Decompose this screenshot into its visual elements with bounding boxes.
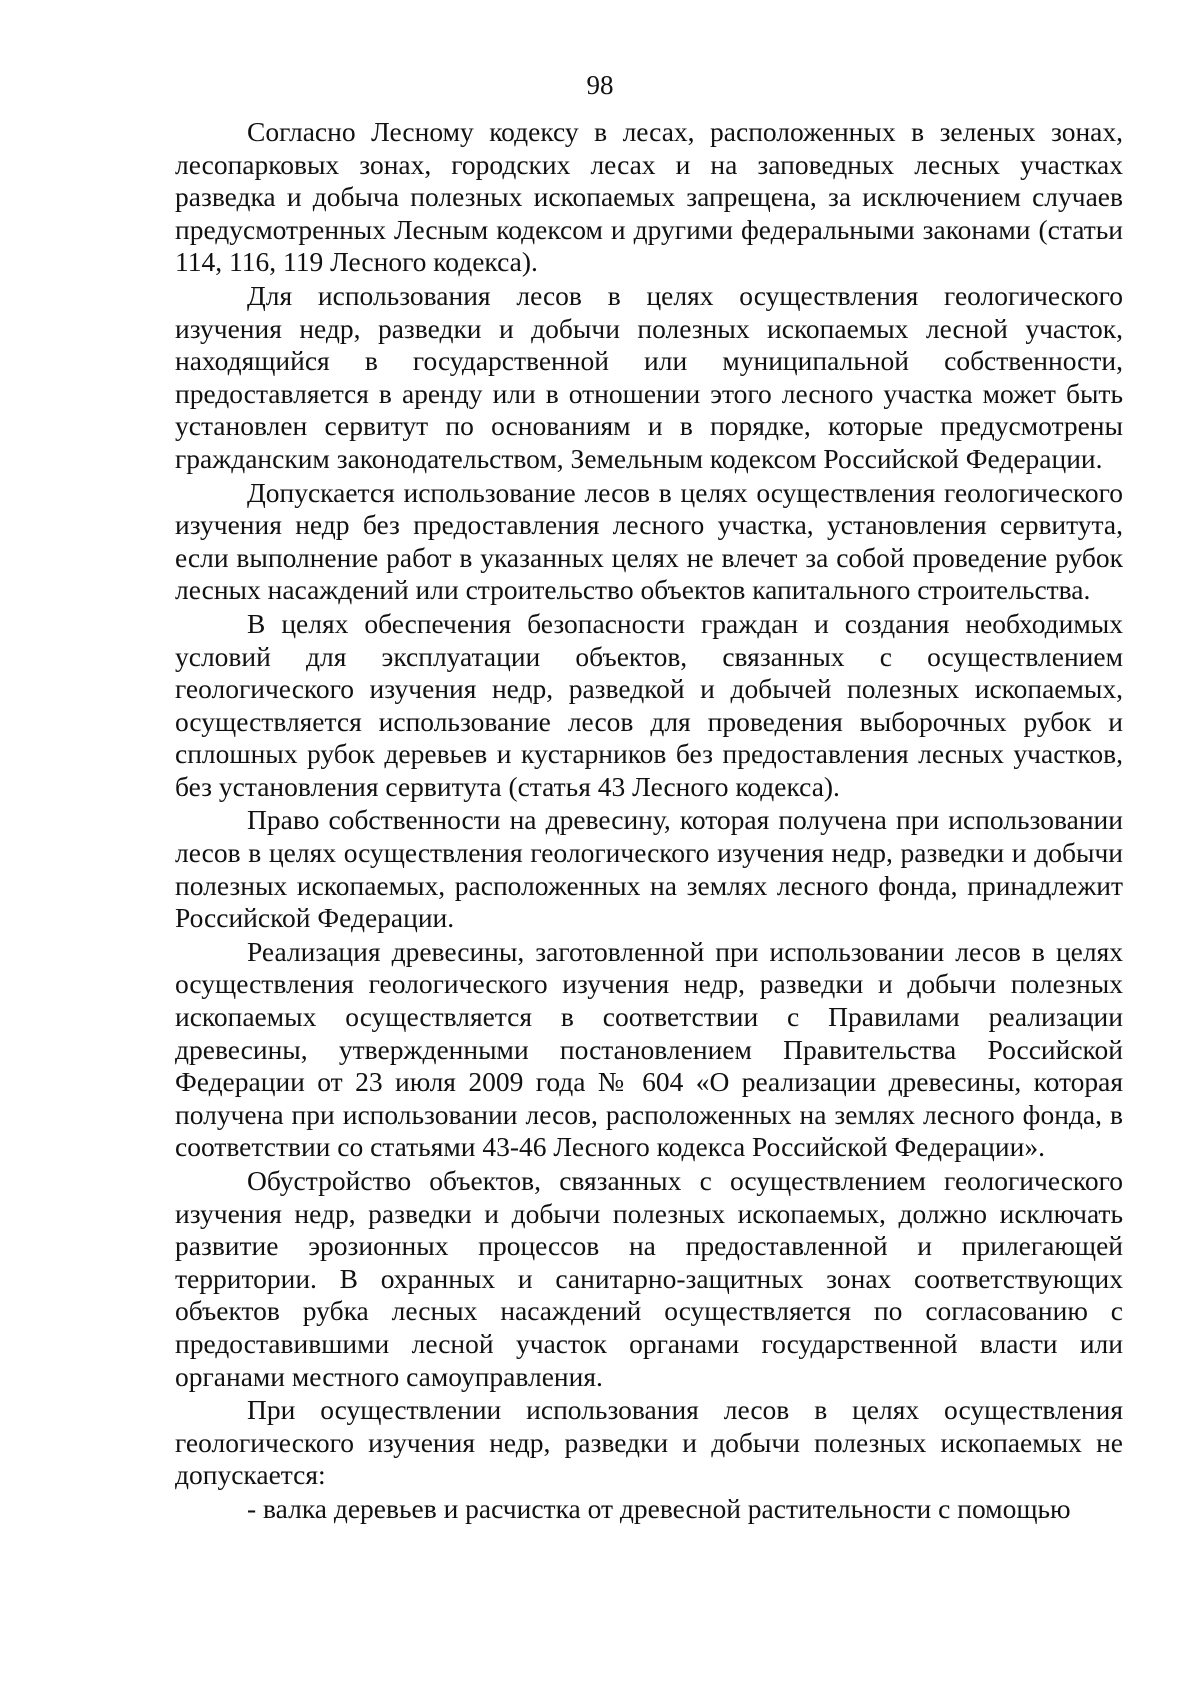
document-body: [175, 116, 1123, 1526]
paragraph: Право собственности на древесину, которая получена при использовании лесов в целях осуществления геологического изучения недр, разведки и добычи полезных ископаемых, расположенных на землях лесного фонда, принадлежит Российской Федерации.: [175, 804, 1123, 934]
page-number: 98: [586, 70, 614, 100]
paragraph: Согласно Лесному кодексу в лесах, расположенных в зеленых зонах, лесопарковых зонах, городских лесах и на заповедных лесных участках разведка и добыча полезных ископаемых запрещена, за исключением случаев предусмотренных Лесным кодексом и другими федеральными законами (статьи 114, 116, 119 Лесного кодекса).: [175, 116, 1123, 278]
paragraph: В целях обеспечения безопасности граждан и создания необходимых условий для эксплуатации объектов, связанных с осуществлением геологического изучения недр, разведкой и добычей полезных ископаемых, осуществляется использование лесов для проведения выборочных рубок и сплошных рубок деревьев и кустарников без предоставления лесных участков, без установления сервитута (статья 43 Лесного кодекса).: [175, 607, 1123, 802]
paragraph: При осуществлении использования лесов в целях осуществления геологического изучения недр, разведки и добычи полезных ископаемых не допускается:: [175, 1394, 1123, 1491]
paragraph: Обустройство объектов, связанных с осуществлением геологического изучения недр, разведки и добычи полезных ископаемых, должно исключать развитие эрозионных процессов на предоставленной и прилегающей территории. В охранных и санитарно-защитных зонах соответствующих объектов рубка лесных насаждений осуществляется по согласованию с предоставившими лесной участок органами государственной власти или органами местного самоуправления.: [175, 1165, 1123, 1392]
paragraph: - валка деревьев и расчистка от древесной растительности с помощью: [247, 1492, 1071, 1524]
paragraph: Для использования лесов в целях осуществления геологического изучения недр, разведки и добычи полезных ископаемых лесной участок, находящийся в государственной или муниципальной собственности, предоставляется в аренду или в отношении этого лесного участка может быть установлен сервитут по основаниям и в порядке, которые предусмотрены гражданским законодательством, Земельным кодексом Российской Федерации.: [175, 279, 1123, 474]
paragraph: Допускается использование лесов в целях осуществления геологического изучения недр без предоставления лесного участка, установления сервитута, если выполнение работ в указанных целях не влечет за собой проведение рубок лесных насаждений или строительство объектов капитального строительства.: [175, 476, 1123, 606]
paragraph: Реализация древесины, заготовленной при использовании лесов в целях осуществления геологического изучения недр, разведки и добычи полезных ископаемых осуществляется в соответствии с Правилами реализации древесины, утвержденными постановлением Правительства Российской Федерации от 23 июля 2009 года № 604 «О реализации древесины, которая получена при использовании лесов, расположенных на землях лесного фонда, в соответствии со статьями 43-46 Лесного кодекса Российской Федерации».: [175, 935, 1123, 1163]
